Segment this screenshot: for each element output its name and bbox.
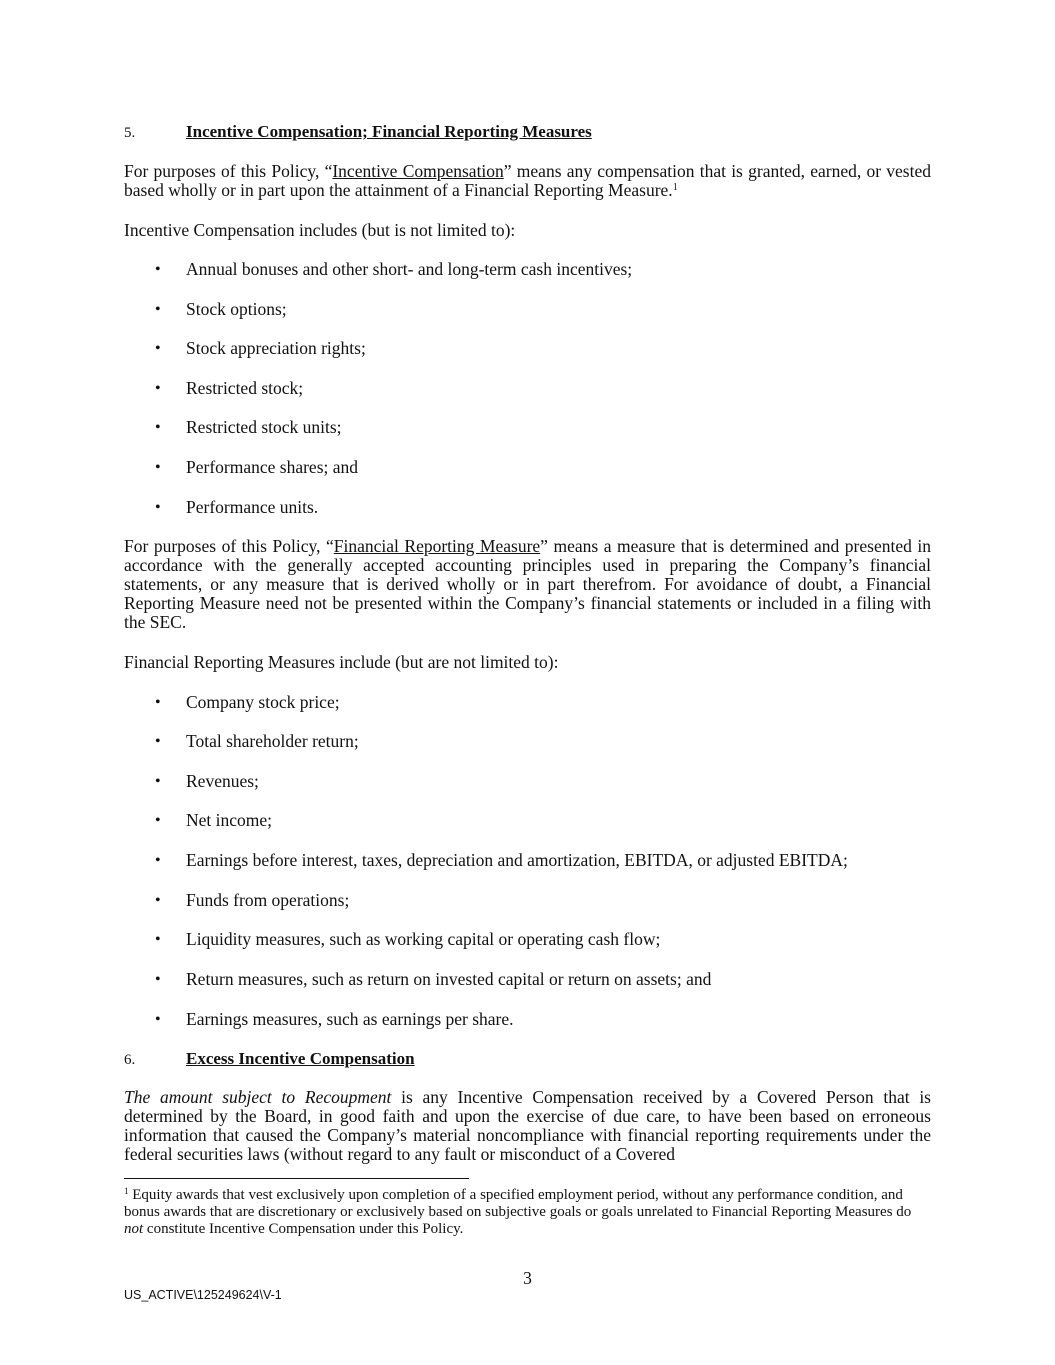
list-item-text: Restricted stock units; — [186, 417, 342, 437]
footnote-marker: 1 — [124, 1186, 129, 1196]
page-number: 3 — [523, 1268, 532, 1288]
section-5-title: Incentive Compensation; Financial Reporting Measures — [186, 122, 592, 141]
footnote-ref: 1 — [672, 182, 678, 193]
footnote-pre: Equity awards that vest exclusively upon completion of a specified employment period, without any performance condition, and bonus awards that are discretionary or exclusively based on subjective goals or goals unrelated to Financial Reporting Measures do — [124, 1187, 912, 1220]
list-item-text: Earnings measures, such as earnings per share. — [186, 1009, 514, 1029]
bullet-icon: • — [155, 892, 161, 909]
list-item-text: Revenues; — [186, 771, 259, 791]
section-5-number: 5. — [124, 125, 136, 141]
section-5-heading — [124, 122, 592, 143]
incentive-compensation-definition — [124, 162, 931, 200]
bullet-icon: • — [155, 931, 161, 948]
list-item-text: Company stock price; — [186, 692, 340, 712]
list-item-text: Return measures, such as return on invested capital or return on assets; and — [186, 969, 712, 989]
list-item-text: Stock options; — [186, 299, 287, 319]
bullet-icon: • — [155, 971, 161, 988]
p5-italic: The amount subject to Recoupment — [124, 1087, 392, 1107]
financial-reporting-measure-definition — [124, 537, 931, 632]
p5-rest: is any Incentive Compensation received by a Covered Person that is determined by the Board, in good faith and upon the exercise of due care, to have been based on erroneous information that caused the Company’s material noncompliance with financial reporting requirements under the federal securities laws (without regard to any fault or misconduct of a Covered — [124, 1087, 931, 1164]
list-item-text: Annual bonuses and other short- and long-term cash incentives; — [186, 259, 633, 279]
footnote-post: constitute Incentive Compensation under this Policy. — [143, 1221, 464, 1237]
bullet-icon: • — [155, 499, 161, 516]
list-item-text: Liquidity measures, such as working capital or operating cash flow; — [186, 929, 661, 949]
section-6-number: 6. — [124, 1052, 136, 1068]
bullet-icon: • — [155, 773, 161, 790]
list-item-text: Stock appreciation rights; — [186, 338, 366, 358]
list-item-text: Earnings before interest, taxes, depreciation and amortization, EBITDA, or adjusted EBITDA; — [186, 850, 848, 870]
section-6-title: Excess Incentive Compensation — [186, 1049, 415, 1068]
ic-includes-intro: Incentive Compensation includes (but is not limited to): — [124, 220, 516, 240]
frm-includes-intro: Financial Reporting Measures include (but are not limited to): — [124, 652, 559, 672]
financial-reporting-measure-term: Financial Reporting Measure — [333, 536, 541, 556]
bullet-icon: • — [155, 459, 161, 476]
list-item-text: Restricted stock; — [186, 378, 304, 398]
list-item-text: Net income; — [186, 810, 273, 830]
p1-pre: For purposes of this Policy, “ — [124, 161, 333, 181]
bullet-icon: • — [155, 1011, 161, 1028]
footnote-separator — [124, 1178, 469, 1179]
document-id: US_ACTIVE\125249624\V-1 — [124, 1288, 282, 1302]
bullet-icon: • — [155, 301, 161, 318]
bullet-icon: • — [155, 380, 161, 397]
p3-post: ” means a measure that is determined and presented in accordance with the generally accepted accounting principles used in preparing the Company’s financial statements, or any measure that is derived wholly or in part therefrom. For avoidance of doubt, a Financial Reporting Measure need not be presented within the Company’s financial statements or included in a filing with the SEC. — [124, 536, 931, 632]
bullet-icon: • — [155, 261, 161, 278]
excess-compensation-paragraph — [124, 1088, 931, 1164]
list-item-text: Performance shares; and — [186, 457, 359, 477]
list-item-text: Total shareholder return; — [186, 731, 359, 751]
bullet-icon: • — [155, 340, 161, 357]
bullet-icon: • — [155, 694, 161, 711]
footnote-italic: not — [124, 1221, 144, 1237]
list-item-text: Performance units. — [186, 497, 319, 517]
list-item-text: Funds from operations; — [186, 890, 350, 910]
bullet-icon: • — [155, 812, 161, 829]
p3-pre: For purposes of this Policy, “ — [124, 536, 334, 556]
bullet-icon: • — [155, 733, 161, 750]
section-6-heading — [124, 1049, 415, 1070]
bullet-icon: • — [155, 852, 161, 869]
incentive-compensation-term: Incentive Compensation — [332, 161, 504, 181]
bullet-icon: • — [155, 419, 161, 436]
footnote — [124, 1187, 931, 1238]
p1-post: ” means any compensation that is granted, earned, or vested based wholly or in part upon the attainment of a Financial Reporting Measure. — [124, 161, 931, 200]
